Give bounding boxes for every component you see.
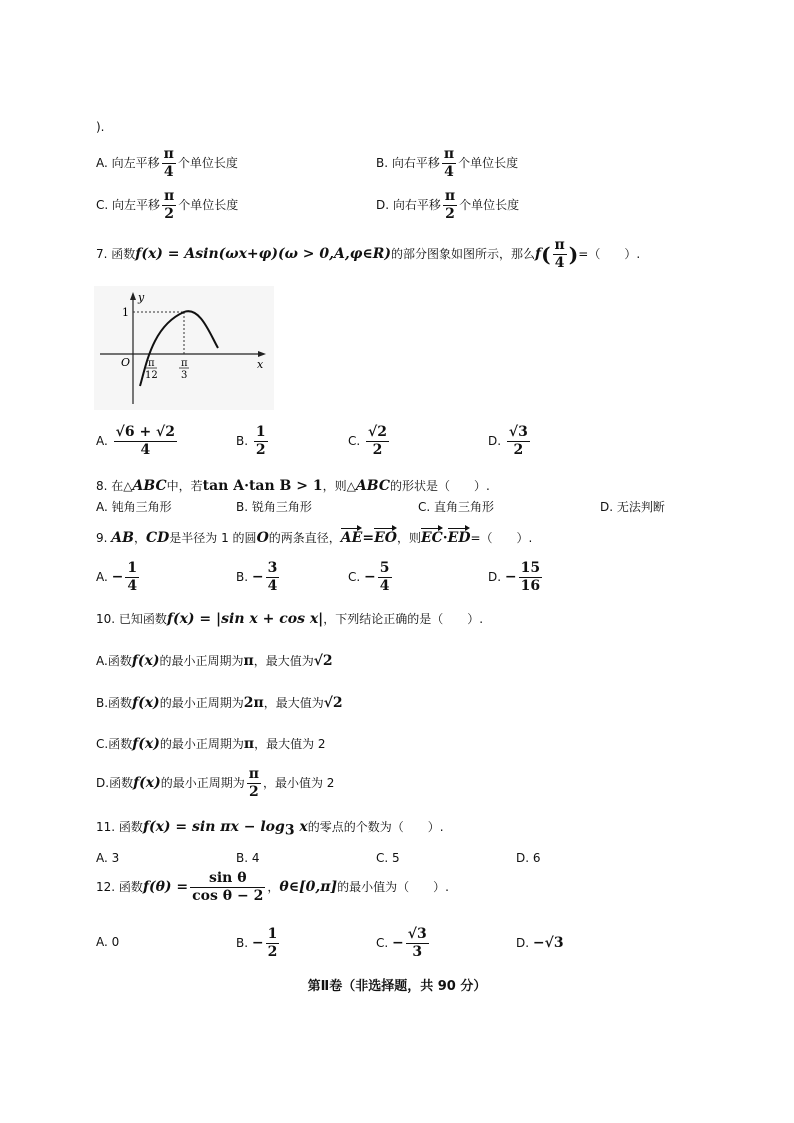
math-period: π [243, 653, 254, 669]
numerator: π [444, 188, 456, 204]
fraction [553, 237, 567, 272]
denominator: 4 [379, 578, 390, 594]
tick-pi-3-num: π [181, 358, 188, 369]
option-text: ，最大值为 [253, 654, 314, 668]
denominator: 2 [372, 442, 383, 458]
option-text: ，最小值为 2 [262, 776, 335, 790]
option-letter: B. [96, 696, 109, 710]
numerator: π [443, 146, 455, 162]
option-letter: A. [96, 434, 108, 448]
question-number: 8. [96, 479, 108, 493]
q11-option-a [96, 851, 119, 865]
option-letter: D. [600, 500, 614, 514]
option-letter: D. [516, 851, 530, 865]
fraction [254, 424, 268, 459]
option-letter: C. [418, 500, 431, 514]
y-one-label: 1 [122, 306, 129, 319]
question-text: 在△ [111, 479, 133, 493]
fraction [266, 926, 280, 961]
question-text: 函数 [118, 820, 143, 834]
q11-option-d [516, 851, 541, 865]
q7-option-b [236, 424, 270, 459]
numerator: 1 [255, 424, 266, 440]
origin-label: O [121, 356, 131, 369]
question-text: 的最小值为（ ）. [337, 880, 449, 894]
y-axis-label: y [138, 291, 145, 304]
q11-option-b [236, 851, 260, 865]
option-letter: A. [96, 570, 108, 584]
option-letter: C. [348, 434, 361, 448]
question-number: 7. [96, 247, 108, 261]
question-number: 10. [96, 612, 116, 626]
log-base: 3 [284, 822, 295, 839]
denominator: 4 [163, 164, 174, 180]
vector-ec: EC [420, 530, 443, 546]
math-period: π [243, 736, 255, 752]
minus-sign: − [392, 935, 404, 951]
option-text: 个单位长度 [177, 156, 238, 170]
q9-option-c [348, 560, 394, 595]
option-text: 个单位长度 [459, 198, 520, 212]
question-text: 函数 [118, 880, 143, 894]
fraction [190, 870, 265, 905]
option-letter: C. [376, 851, 389, 865]
fraction [443, 188, 457, 223]
question-number: 12. [96, 880, 116, 894]
math-expression: f(x) = |sin x + cos x| [166, 611, 324, 627]
vector-ae: AE [340, 530, 363, 546]
tick-pi-12-num: π [148, 358, 155, 369]
math-f: f [535, 246, 542, 262]
denominator: 2 [255, 442, 266, 458]
math-o: O [256, 530, 269, 546]
option-text: 函数 [108, 696, 133, 710]
option-letter: A. [96, 500, 108, 514]
option-letter: D. [488, 434, 502, 448]
denominator: 16 [520, 578, 541, 594]
numerator: √6 + √2 [115, 424, 176, 440]
question-text: 中，若 [166, 479, 203, 493]
option-text: 向右平移 [391, 156, 440, 170]
option-text: 的最小正周期为 [159, 654, 244, 668]
option-text: 钝角三角形 [111, 500, 172, 514]
question-text: =（ ）. [470, 531, 533, 545]
option-text: 6 [532, 851, 541, 865]
question-10 [96, 610, 483, 627]
equals-sign: = [362, 530, 375, 546]
math-cd: CD [146, 530, 170, 546]
q8-option-d [600, 498, 665, 515]
q6-option-a [96, 146, 238, 181]
option-text: 的最小正周期为 [159, 737, 244, 751]
option-text: 4 [251, 851, 260, 865]
option-letter: A. [96, 654, 108, 668]
denominator: 2 [248, 784, 259, 800]
denominator: 2 [513, 442, 524, 458]
numerator: 3 [267, 560, 278, 576]
math-abc: ABC [355, 478, 390, 494]
question-8 [96, 477, 490, 494]
q7-option-c [348, 424, 391, 459]
option-text: 函数 [108, 737, 133, 751]
fraction [114, 424, 177, 459]
numerator: 15 [520, 560, 541, 576]
question-text: 的形状是（ ）. [389, 479, 490, 493]
numerator: √2 [368, 424, 387, 440]
math-value: √2 [313, 653, 333, 669]
denominator: 4 [267, 578, 278, 594]
question-12 [96, 870, 449, 905]
numerator: π [554, 237, 565, 253]
option-text: ，最大值为 [263, 696, 324, 710]
math-fx: f(x) [132, 736, 160, 752]
q12-option-c [376, 926, 431, 961]
paren-close: ) [568, 242, 579, 267]
minus-sign: − [111, 569, 124, 585]
denominator: 2 [164, 206, 175, 222]
question-number: 9. [96, 531, 108, 545]
denominator: 3 [412, 944, 423, 960]
fraction [366, 424, 389, 459]
math-value: √2 [323, 695, 343, 711]
numerator: π [163, 146, 174, 162]
option-letter: C. [348, 570, 361, 584]
numerator: 1 [267, 926, 278, 942]
numerator: π [248, 766, 259, 782]
question-text: 的两条直径， [268, 531, 341, 545]
denominator: 2 [267, 944, 278, 960]
option-letter: D. [488, 570, 502, 584]
option-letter: B. [236, 500, 249, 514]
q8-option-c [418, 498, 494, 515]
vector-eo: EO [374, 530, 397, 546]
fraction [266, 560, 280, 595]
question-text: ，则△ [322, 479, 356, 493]
q9-option-d [488, 560, 544, 595]
dot-operator: · [442, 530, 448, 546]
option-letter: B. [236, 570, 249, 584]
option-letter: D. [376, 198, 390, 212]
question-text: 函数 [111, 247, 136, 261]
minus-sign: − [251, 569, 264, 585]
option-letter: A. [96, 851, 108, 865]
question-7 [96, 237, 640, 272]
fraction [442, 146, 456, 181]
question-text: 是半径为 1 的圆 [169, 531, 257, 545]
fraction [247, 766, 261, 801]
question-text: ， [267, 880, 280, 894]
q9-option-a [96, 560, 141, 595]
q10-option-a [96, 652, 333, 669]
option-letter: D. [96, 776, 110, 790]
tick-pi-12-den: 12 [145, 370, 158, 381]
q7-option-a [96, 424, 179, 459]
math-domain: θ∈[0,π] [279, 879, 338, 895]
fraction [162, 188, 176, 223]
vector-ed: ED [447, 530, 471, 546]
denominator: 4 [554, 255, 565, 271]
option-text: 个单位长度 [458, 156, 519, 170]
q8-option-a [96, 498, 172, 515]
option-text: ，最大值为 2 [254, 737, 326, 751]
numerator: √3 [407, 926, 427, 942]
denominator: 4 [444, 164, 454, 180]
denominator: cos θ − 2 [192, 888, 264, 904]
tick-pi-3-den: 3 [181, 370, 188, 381]
math-f-theta: f(θ) = [142, 879, 189, 895]
option-letter: B. [236, 434, 249, 448]
math-fx: f(x) [133, 775, 161, 791]
numerator: 1 [127, 560, 138, 576]
option-letter: C. [96, 737, 109, 751]
q10-option-d [96, 766, 334, 801]
option-text: 向左平移 [112, 198, 161, 212]
fraction [507, 424, 530, 459]
question-text: ，下列结论正确的是（ ）. [323, 612, 484, 626]
math-abc: ABC [132, 478, 167, 494]
option-text: 的最小正周期为 [159, 696, 244, 710]
math-expression: f(x) = sin πx − log [142, 819, 285, 835]
fraction [406, 926, 429, 961]
q10-option-b [96, 694, 343, 711]
minus-sign: − [364, 569, 376, 585]
math-x: x [294, 819, 308, 835]
math-expression: f(x) = Asin(ωx+φ)(ω > 0,A,φ∈R) [135, 246, 392, 262]
fraction [519, 560, 542, 595]
minus-sign: − [504, 569, 517, 585]
question-text: ，则 [396, 531, 421, 545]
option-letter: B. [236, 936, 249, 950]
q10-option-c [96, 735, 326, 752]
option-letter: D. [516, 936, 530, 950]
option-letter: A. [96, 156, 108, 170]
option-text: 向左平移 [111, 156, 160, 170]
minus-sign: − [251, 935, 264, 951]
q8-option-b [236, 498, 312, 515]
math-expression: tan A·tan B > 1 [202, 478, 323, 494]
option-letter: C. [376, 936, 389, 950]
math-fx: f(x) [131, 653, 160, 669]
paren-open: ( [541, 242, 551, 267]
option-letter: C. [96, 198, 109, 212]
option-text: 向右平移 [392, 198, 441, 212]
question-text: =（ ）. [578, 247, 641, 261]
option-text: 无法判断 [616, 500, 665, 514]
option-text: 3 [111, 851, 120, 865]
q11-option-c [376, 851, 400, 865]
question-text: 的零点的个数为（ ）. [307, 820, 444, 834]
q7-option-d [488, 424, 532, 459]
numerator: π [164, 188, 175, 204]
section-title: 第Ⅱ卷（非选择题，共 90 分） [307, 979, 487, 994]
option-text: 锐角三角形 [251, 500, 312, 514]
denominator: 4 [127, 578, 138, 594]
question-9: 9. AB，CD是半径为 1 的圆O的两条直径，AE=EO，则EC·ED=（ ）. [96, 530, 533, 546]
q6-tail: ). [96, 120, 105, 134]
q6-option-c [96, 188, 238, 223]
question-text: 的部分图象如图所示，那么 [391, 247, 536, 261]
fraction [378, 560, 392, 595]
denominator: 4 [140, 442, 151, 458]
q12-option-b [236, 926, 281, 961]
q6-option-b [376, 146, 518, 181]
fraction [162, 146, 176, 181]
option-letter: B. [236, 851, 249, 865]
option-text: 函数 [109, 776, 134, 790]
denominator: 2 [445, 206, 455, 222]
question-text: 已知函数 [118, 612, 167, 626]
q12-option-a [96, 935, 119, 949]
question-11 [96, 818, 444, 838]
option-text: 的最小正周期为 [160, 776, 245, 790]
x-axis-label: x [257, 358, 264, 371]
q9-option-b [236, 560, 281, 595]
option-text: −√3 [532, 935, 564, 951]
math-fx: f(x) [132, 695, 160, 711]
q6-option-d [376, 188, 519, 223]
option-letter: A. [96, 935, 108, 949]
option-text: 0 [111, 935, 120, 949]
numerator: sin θ [190, 870, 265, 888]
option-text: 直角三角形 [434, 500, 495, 514]
option-text: 个单位长度 [178, 198, 239, 212]
option-text: 5 [392, 851, 400, 865]
sine-graph [94, 286, 274, 410]
option-text: 函数 [107, 654, 132, 668]
numerator: √3 [508, 424, 528, 440]
math-period: 2π [243, 695, 264, 711]
option-letter: B. [376, 156, 389, 170]
fraction [125, 560, 139, 595]
question-number: 11. [96, 820, 116, 834]
numerator: 5 [379, 560, 390, 576]
math-ab: AB [111, 530, 134, 546]
q12-option-d [516, 935, 564, 951]
